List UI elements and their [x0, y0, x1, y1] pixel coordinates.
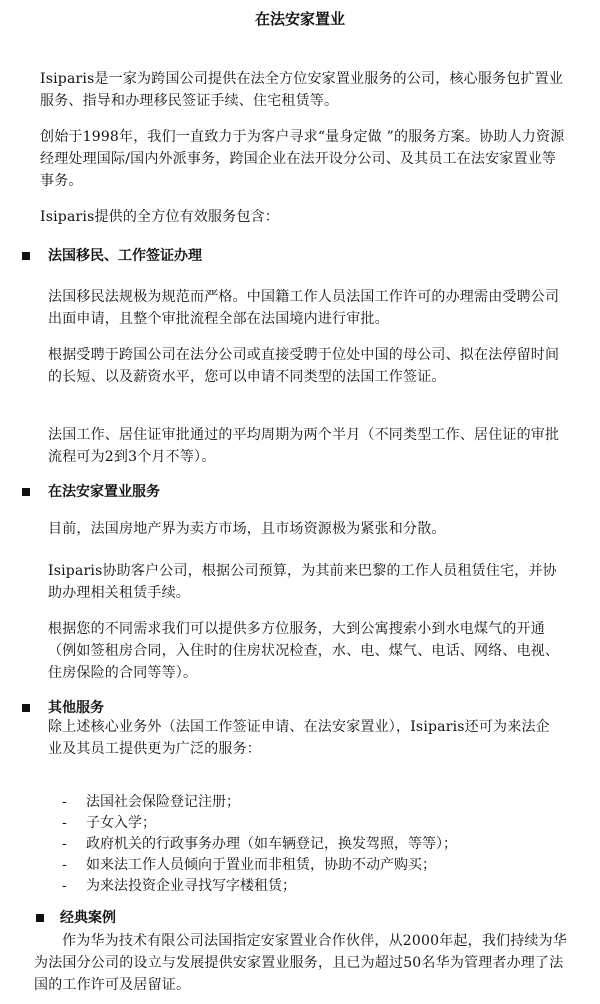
intro-paragraph-3: Isiparis提供的全方位有效服务包含：: [40, 209, 280, 225]
section-paragraph: 法国移民法规极为规范而严格。中国籍工作人员法国工作许可的办理需由受聘公司出面申请，且整个审批流程全部在法国境内进行审批。: [48, 289, 560, 327]
section-bullet-icon: [22, 252, 30, 260]
services-list: [62, 792, 457, 897]
section-bullet-icon: [22, 704, 30, 712]
section-paragraph: 法国工作、居住证审批通过的平均周期为两个半月（不同类型工作、居住证的审批流程可为2到3个月不等）。: [48, 427, 560, 465]
section-paragraph: 根据您的不同需求我们可以提供多方位服务，大到公寓搜索小到水电煤气的开通（例如签租房合同，入住时的住房状况检查，水、电、煤气、电话、网络、电视、住房保险的合同等等）。: [48, 621, 560, 681]
section-bullet-icon: [22, 488, 30, 496]
section-paragraph: 目前，法国房地产界为卖方市场，且市场资源极为紧张和分散。: [48, 521, 446, 537]
list-item: - 为来法投资企业寻找写字楼租赁；: [62, 878, 296, 894]
section-bullet-icon: [36, 914, 44, 922]
page-title: 在法安家置业: [254, 10, 345, 28]
section-heading-immigration: 法国移民、工作签证办理: [48, 248, 202, 264]
section-heading-housing: 在法安家置业服务: [48, 484, 160, 500]
section-heading-other-services: 其他服务: [48, 700, 104, 716]
section-paragraph: Isiparis协助客户公司，根据公司预算，为其前来巴黎的工作人员租赁住宅，并协助办理相关租赁手续。: [48, 563, 557, 601]
list-item: - 法国社会保险登记注册；: [62, 794, 240, 810]
section-heading-case-study: 经典案例: [60, 910, 116, 926]
list-item: - 政府机关的行政事务办理（如车辆登记，换发驾照，等等）；: [62, 836, 457, 852]
list-item: - 子女入学；: [62, 815, 156, 831]
intro-paragraph-2: 创始于1998年，我们一直致力于为客户寻求“量身定做 ”的服务方案。协助人力资源经理处理国际/国内外派事务，跨国企业在法开设分公司、及其员工在法安家置业等事务。: [40, 129, 565, 189]
section-paragraph: 作为华为技术有限公司法国指定安家置业合作伙伴，从2000年起，我们持续为华为法国分公司的设立与发展提供安家置业服务，且已为超过50名华为管理者办理了法国的工作许可及居留证。: [34, 933, 568, 993]
section-paragraph: 根据受聘于跨国公司在法分公司或直接受聘于位处中国的母公司、拟在法停留时间的长短、以及薪资水平，您可以申请不同类型的法国工作签证。: [48, 347, 560, 385]
list-item: - 如来法工作人员倾向于置业而非租赁，协助不动产购买；: [62, 857, 436, 873]
section-paragraph: 除上述核心业务外（法国工作签证申请、在法安家置业），Isiparis还可为来法企业及其员工提供更为广泛的服务：: [48, 719, 550, 757]
intro-paragraph-1: Isiparis是一家为跨国公司提供在法全方位安家置业服务的公司，核心服务包扩置业服务、指导和办理移民签证手续、住宅租赁等。: [40, 71, 564, 109]
